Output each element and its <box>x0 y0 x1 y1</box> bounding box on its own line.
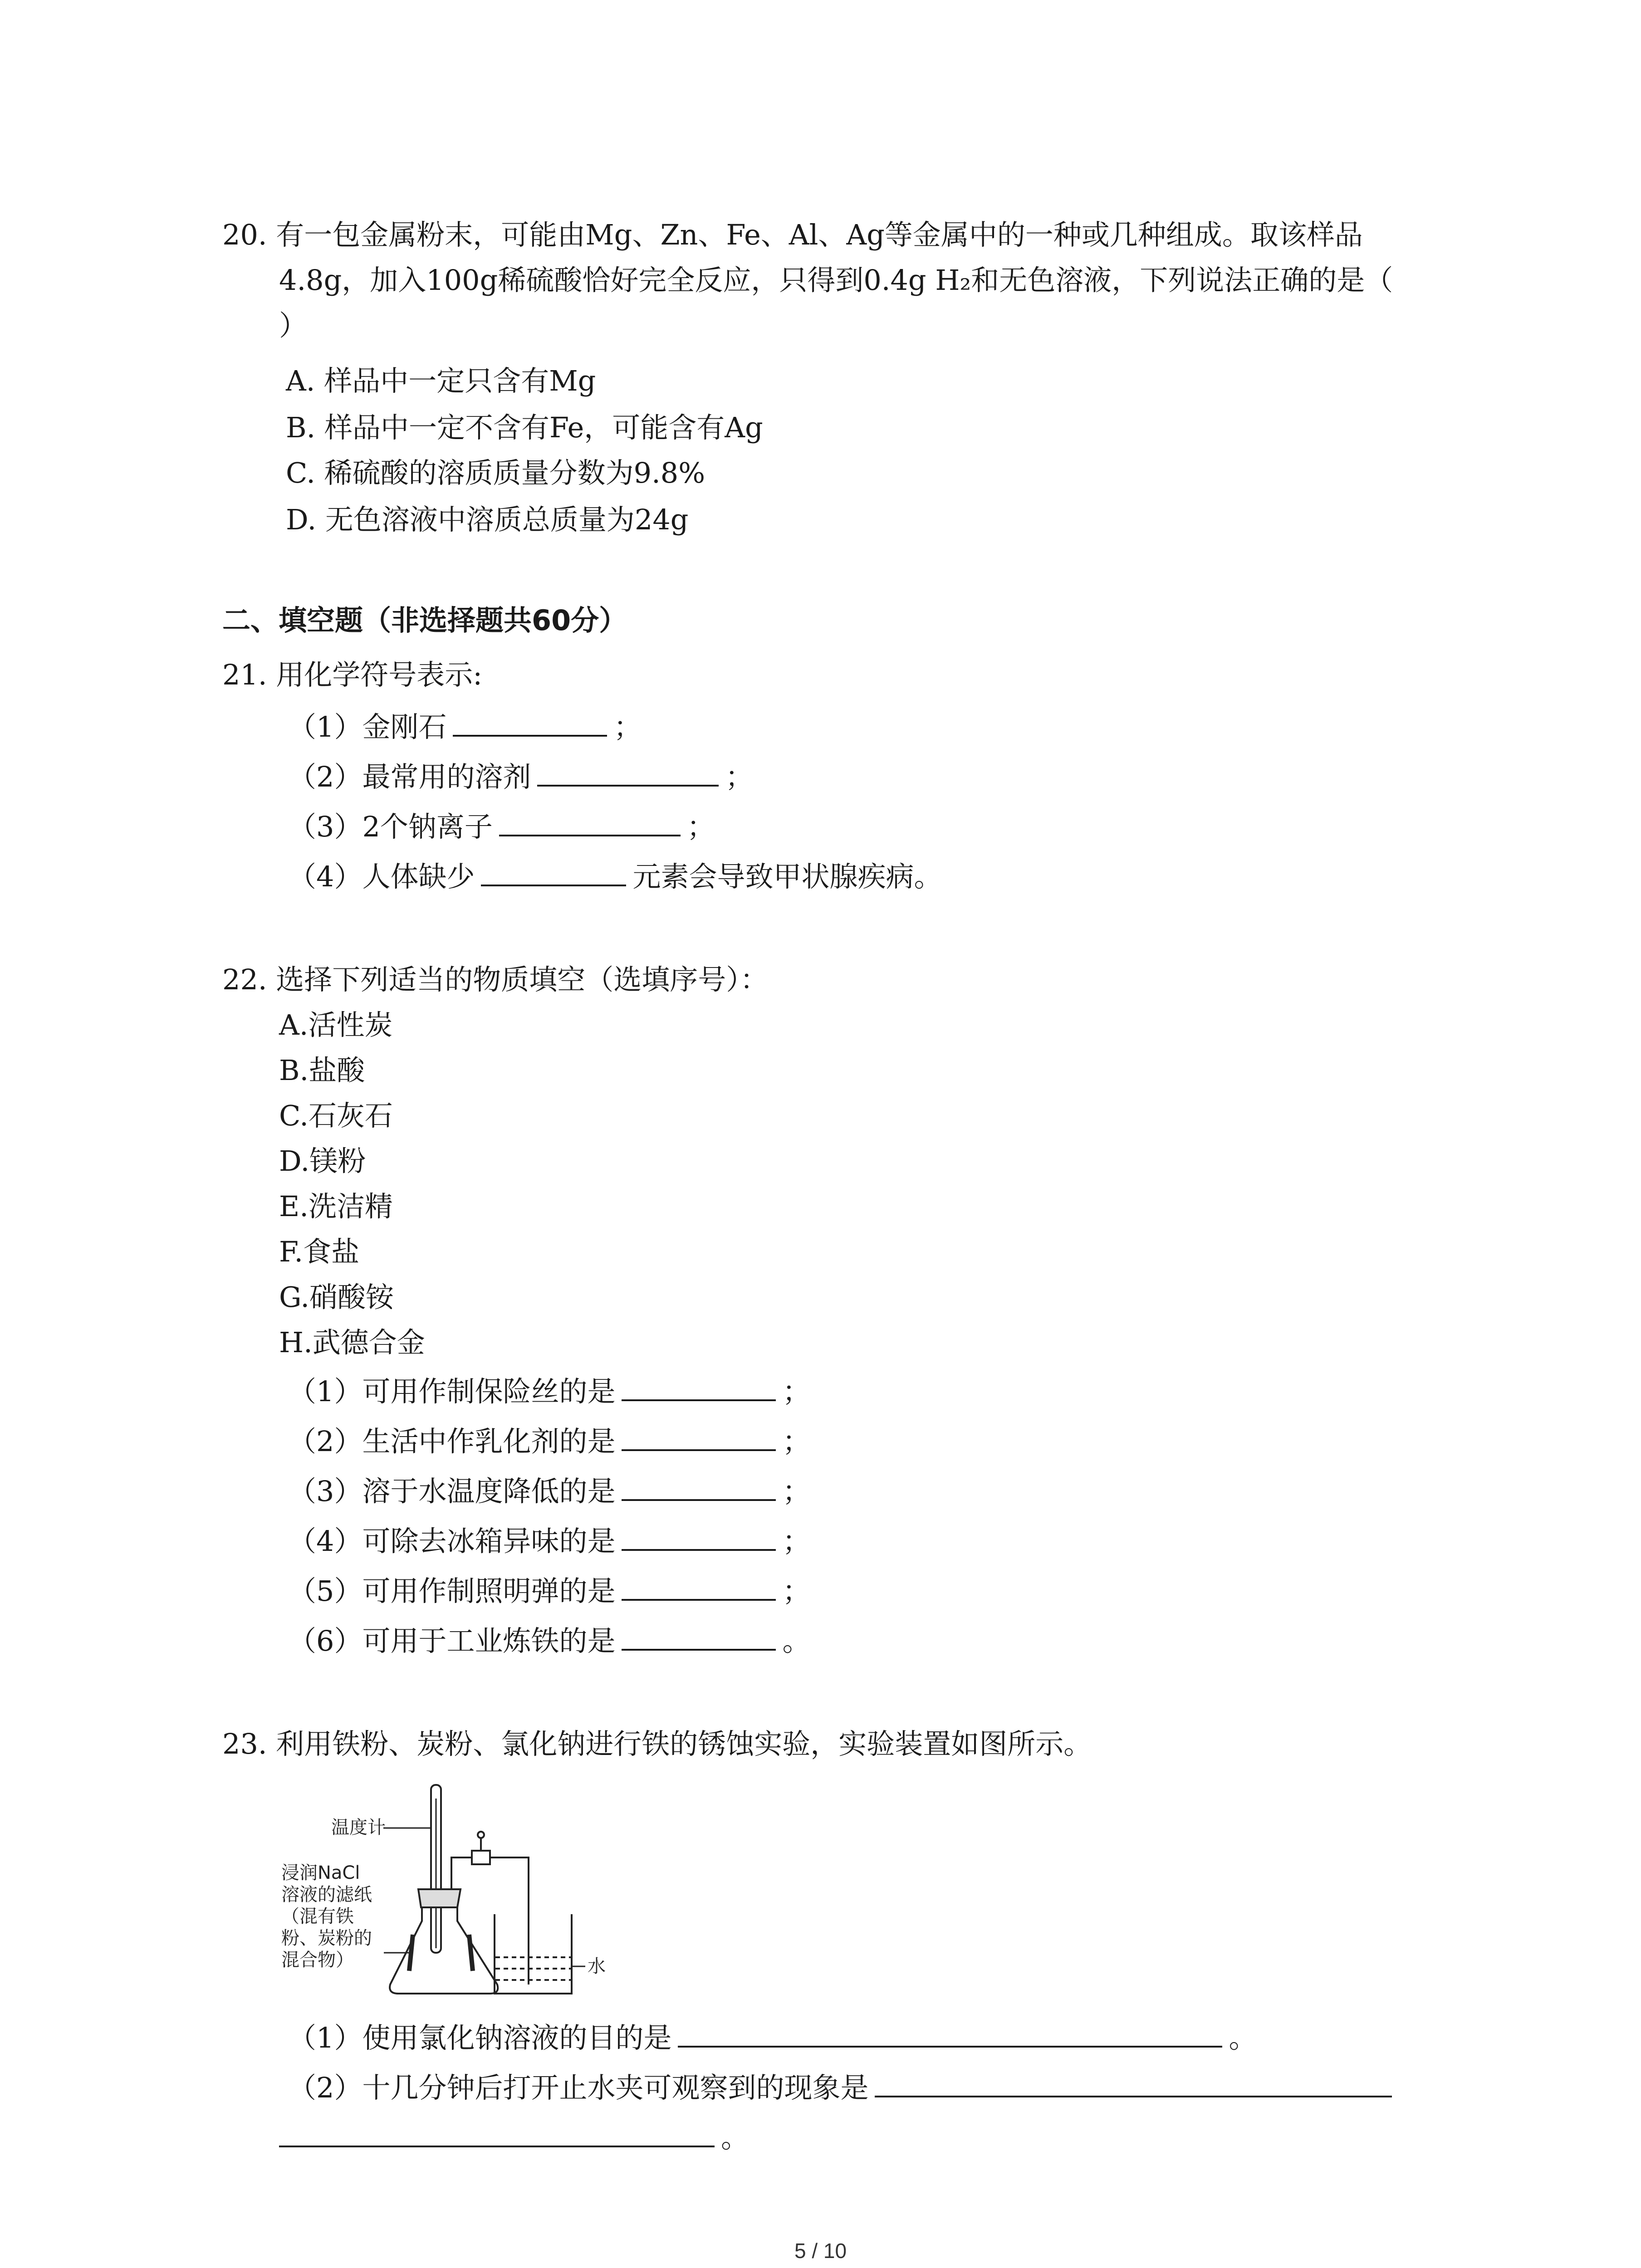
q22-item-3 <box>288 1472 810 1510</box>
paper-label-2: 溶液的滤纸 <box>281 1884 372 1905</box>
q22-choice-c: C.石灰石 <box>279 1099 393 1132</box>
q22-item-4-end: ； <box>782 1525 811 1558</box>
q23-item-2-continuation <box>279 2118 749 2156</box>
q23-item-1-end: 。 <box>1229 2021 1257 2054</box>
q23-item-1 <box>288 2019 1257 2056</box>
page-number: 5 / 10 <box>794 2239 847 2263</box>
q22-choice-b: B.盐酸 <box>279 1054 365 1087</box>
q20-option-a: A. 样品中一定只含有Mg <box>286 364 596 397</box>
q21-item-3-end: ； <box>686 810 715 843</box>
answer-blank[interactable] <box>537 758 719 787</box>
paper-label-4: 粉、炭粉的 <box>281 1928 372 1949</box>
q21-item-4-end: 元素会导致甲状腺疾病。 <box>632 860 942 893</box>
q23-item-1-text: （1）使用氯化钠溶液的目的是 <box>288 2021 672 2054</box>
q22-item-2 <box>288 1422 810 1460</box>
apparatus-figure <box>277 1771 622 2007</box>
q20-line1: 20. 有一包金属粉末，可能由Mg、Zn、Fe、Al、Ag等金属中的一种或几种组成。取该样品 <box>222 218 1363 251</box>
q22-item-4-text: （4）可除去冰箱异味的是 <box>288 1525 616 1558</box>
answer-blank[interactable] <box>481 857 626 886</box>
paper-label-5: 混合物） <box>281 1950 354 1970</box>
answer-blank[interactable] <box>622 1372 776 1401</box>
clamp-icon <box>472 1851 490 1864</box>
q20-line3: ） <box>279 309 308 342</box>
q23-item-2-end: 。 <box>721 2121 749 2154</box>
q22-item-1-text: （1）可用作制保险丝的是 <box>288 1375 616 1408</box>
q22-item-3-text: （3）溶于水温度降低的是 <box>288 1475 616 1508</box>
q22-item-6 <box>288 1622 810 1659</box>
answer-blank[interactable] <box>875 2068 1392 2097</box>
answer-blank[interactable] <box>453 708 607 737</box>
q21-item-4 <box>288 857 942 895</box>
q22-item-3-end: ； <box>782 1475 811 1508</box>
q23-item-2 <box>288 2068 1398 2106</box>
q22-item-6-text: （6）可用于工业炼铁的是 <box>288 1624 616 1657</box>
q21-item-2-end: ； <box>725 760 754 793</box>
water-label: 水 <box>588 1956 606 1977</box>
q22-item-2-text: （2）生活中作乳化剂的是 <box>288 1425 616 1458</box>
q22-item-5-text: （5）可用作制照明弹的是 <box>288 1574 616 1608</box>
q21-item-1-end: ； <box>613 710 642 743</box>
q22-choice-g: G.硝酸铵 <box>279 1281 394 1314</box>
answer-blank[interactable] <box>622 1572 776 1601</box>
q21-item-3 <box>288 807 715 845</box>
answer-blank[interactable] <box>622 1522 776 1551</box>
answer-blank[interactable] <box>279 2118 715 2147</box>
answer-blank[interactable] <box>622 1472 776 1501</box>
q22-item-2-end: ； <box>782 1425 811 1458</box>
q22-choice-e: E.洗洁精 <box>279 1190 393 1223</box>
q22-item-5-end: ； <box>782 1574 811 1608</box>
q22-choice-a: A.活性炭 <box>279 1008 393 1041</box>
q22-choice-h: H.武德合金 <box>279 1326 425 1359</box>
answer-blank[interactable] <box>499 807 681 836</box>
q20-line2: 4.8g，加入100g稀硫酸恰好完全反应，只得到0.4g H₂和无色溶液，下列说法正确的是（ <box>279 264 1393 297</box>
q20-option-b: B. 样品中一定不含有Fe，可能含有Ag <box>286 411 763 444</box>
q23-stem: 23. 利用铁粉、炭粉、氯化钠进行铁的锈蚀实验，实验装置如图所示。 <box>222 1727 1092 1760</box>
q20-option-d: D. 无色溶液中溶质总质量为24g <box>286 503 689 536</box>
q22-stem: 22. 选择下列适当的物质填空（选填序号）： <box>222 963 769 996</box>
answer-blank[interactable] <box>622 1422 776 1451</box>
thermometer-label: 温度计 <box>331 1817 386 1838</box>
q21-item-1 <box>288 708 642 745</box>
q22-choice-d: D.镁粉 <box>279 1144 366 1178</box>
q21-item-1-text: （1）金刚石 <box>288 710 447 743</box>
section-title: 二、填空题（非选择题共60分） <box>222 604 627 637</box>
q21-stem: 21. 用化学符号表示: <box>222 658 483 691</box>
q22-item-6-end: 。 <box>782 1624 811 1657</box>
answer-blank[interactable] <box>622 1622 776 1651</box>
q22-item-4 <box>288 1522 810 1559</box>
q21-item-3-text: （3）2个钠离子 <box>288 810 493 843</box>
paper-label-3: （混有铁 <box>281 1906 354 1927</box>
q21-item-2-text: （2）最常用的溶剂 <box>288 760 531 793</box>
q22-item-5 <box>288 1572 810 1609</box>
q22-choice-f: F.食盐 <box>279 1235 360 1268</box>
beaker-icon <box>495 1914 572 1994</box>
q20-option-c: C. 稀硫酸的溶质质量分数为9.8% <box>286 456 705 489</box>
conical-flask-icon <box>390 1907 498 1994</box>
answer-blank[interactable] <box>678 2019 1222 2048</box>
paper-label-1: 浸润NaCl <box>281 1862 360 1883</box>
q22-item-1-end: ； <box>782 1375 811 1408</box>
q22-item-1 <box>288 1372 810 1410</box>
q21-item-2 <box>288 758 753 795</box>
q21-item-4-text: （4）人体缺少 <box>288 860 475 893</box>
q23-item-2-text: （2）十几分钟后打开止水夹可观察到的现象是 <box>288 2071 869 2104</box>
